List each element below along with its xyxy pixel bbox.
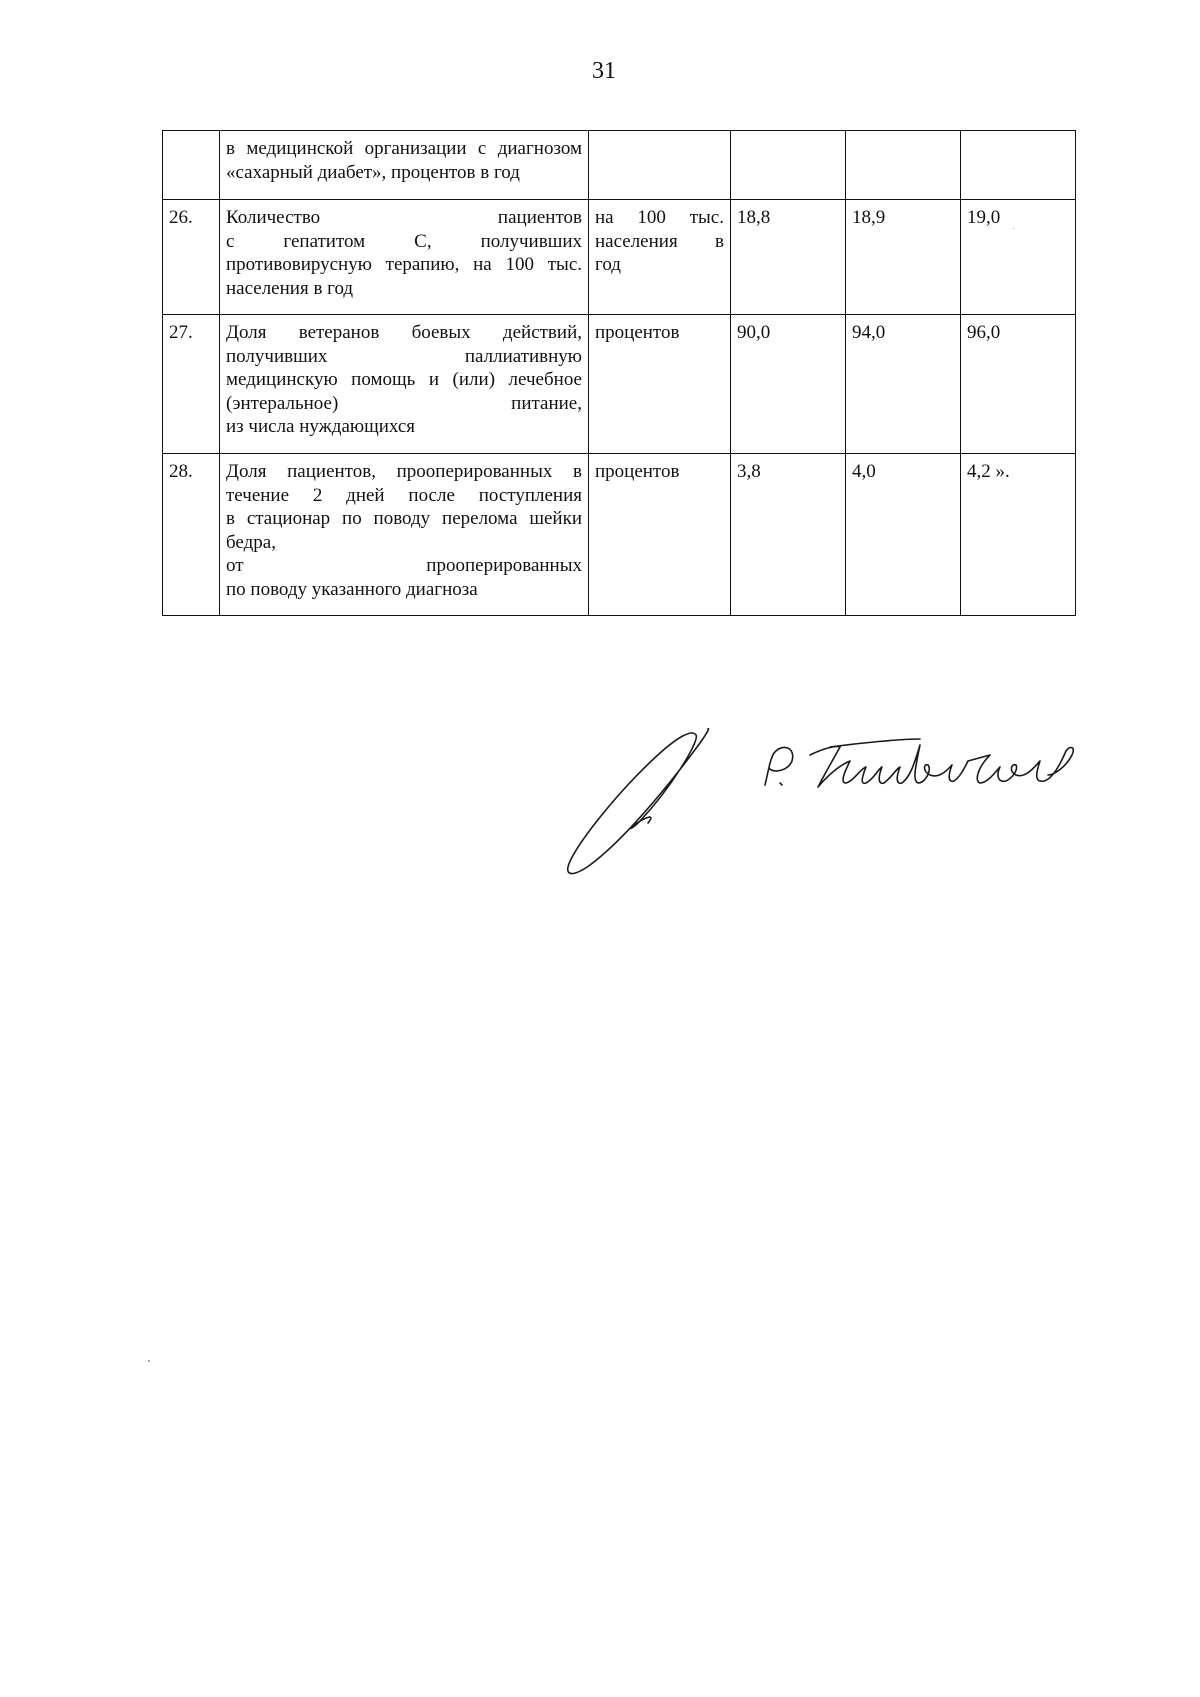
- indicator-name-line: с гепатитом С, получивших: [226, 230, 582, 252]
- unit-line: год: [595, 254, 621, 275]
- value-cell-1: 18,8: [731, 200, 846, 315]
- signature: [560, 725, 1160, 885]
- value-cell-1: 90,0: [731, 315, 846, 454]
- value-cell-1: 3,8: [731, 454, 846, 616]
- unit-line: на 100 тыс.: [595, 207, 724, 228]
- indicator-name-line: «сахарный диабет», процентов в год: [226, 161, 520, 183]
- indicator-name-line: Доля пациентов, прооперированных в: [226, 461, 582, 482]
- unit-line: процентов: [595, 322, 680, 343]
- unit-cell: [589, 454, 731, 616]
- indicator-name-line: течение 2 дней после поступления: [226, 484, 582, 506]
- value-cell-2: 18,9: [846, 200, 961, 315]
- indicator-name-line: в стационар по поводу перелома шейки: [226, 508, 582, 529]
- scan-speck: [1013, 228, 1014, 229]
- row-number-cell: 26.: [163, 200, 220, 315]
- value-cell-2: [846, 131, 961, 200]
- row-number-cell: 28.: [163, 454, 220, 616]
- indicator-name-cell: [220, 315, 589, 454]
- indicator-name-line: получивших паллиативную: [226, 345, 582, 367]
- page-number: 31: [592, 58, 616, 84]
- value-cell-3: [961, 131, 1076, 200]
- indicators-table: [162, 130, 1076, 616]
- indicator-name-line: Доля ветеранов боевых действий,: [226, 322, 582, 343]
- indicator-name-line: (энтеральное) питание,: [226, 392, 582, 414]
- table-row: [163, 454, 1076, 616]
- indicator-name-line: Количество пациентов: [226, 207, 582, 228]
- indicator-name-line: медицинскую помощь и (или) лечебное: [226, 369, 582, 390]
- indicator-name-line: в медицинской организации с диагнозом: [226, 138, 582, 159]
- indicator-name-cell: [220, 454, 589, 616]
- row-number-cell: [163, 131, 220, 200]
- value-cell-3: 4,2 ».: [961, 454, 1076, 616]
- indicator-name-cell: [220, 200, 589, 315]
- indicator-name-cell: [220, 131, 589, 200]
- indicator-name-line: населения в год: [226, 277, 354, 299]
- table-row: [163, 315, 1076, 454]
- scan-speck: [148, 1360, 150, 1362]
- row-number-cell: 27.: [163, 315, 220, 454]
- unit-cell: [589, 200, 731, 315]
- table-body: [163, 131, 1076, 616]
- value-cell-3: 19,0: [961, 200, 1076, 315]
- indicator-name-line: противовирусную терапию, на 100 тыс.: [226, 254, 582, 275]
- value-cell-2: 94,0: [846, 315, 961, 454]
- value-cell-2: 4,0: [846, 454, 961, 616]
- unit-line: населения в: [595, 230, 724, 252]
- indicator-name-line: из числа нуждающихся: [226, 416, 416, 437]
- indicator-name-line: по поводу указанного диагноза: [226, 578, 478, 600]
- unit-cell: [589, 131, 731, 200]
- indicator-name-line: от прооперированных: [226, 555, 582, 576]
- value-cell-1: [731, 131, 846, 200]
- unit-cell: [589, 315, 731, 454]
- value-cell-3: 96,0: [961, 315, 1076, 454]
- table-row: [163, 131, 1076, 200]
- indicator-name-line: бедра,: [226, 531, 276, 553]
- table-row: [163, 200, 1076, 315]
- unit-line: процентов: [595, 461, 680, 482]
